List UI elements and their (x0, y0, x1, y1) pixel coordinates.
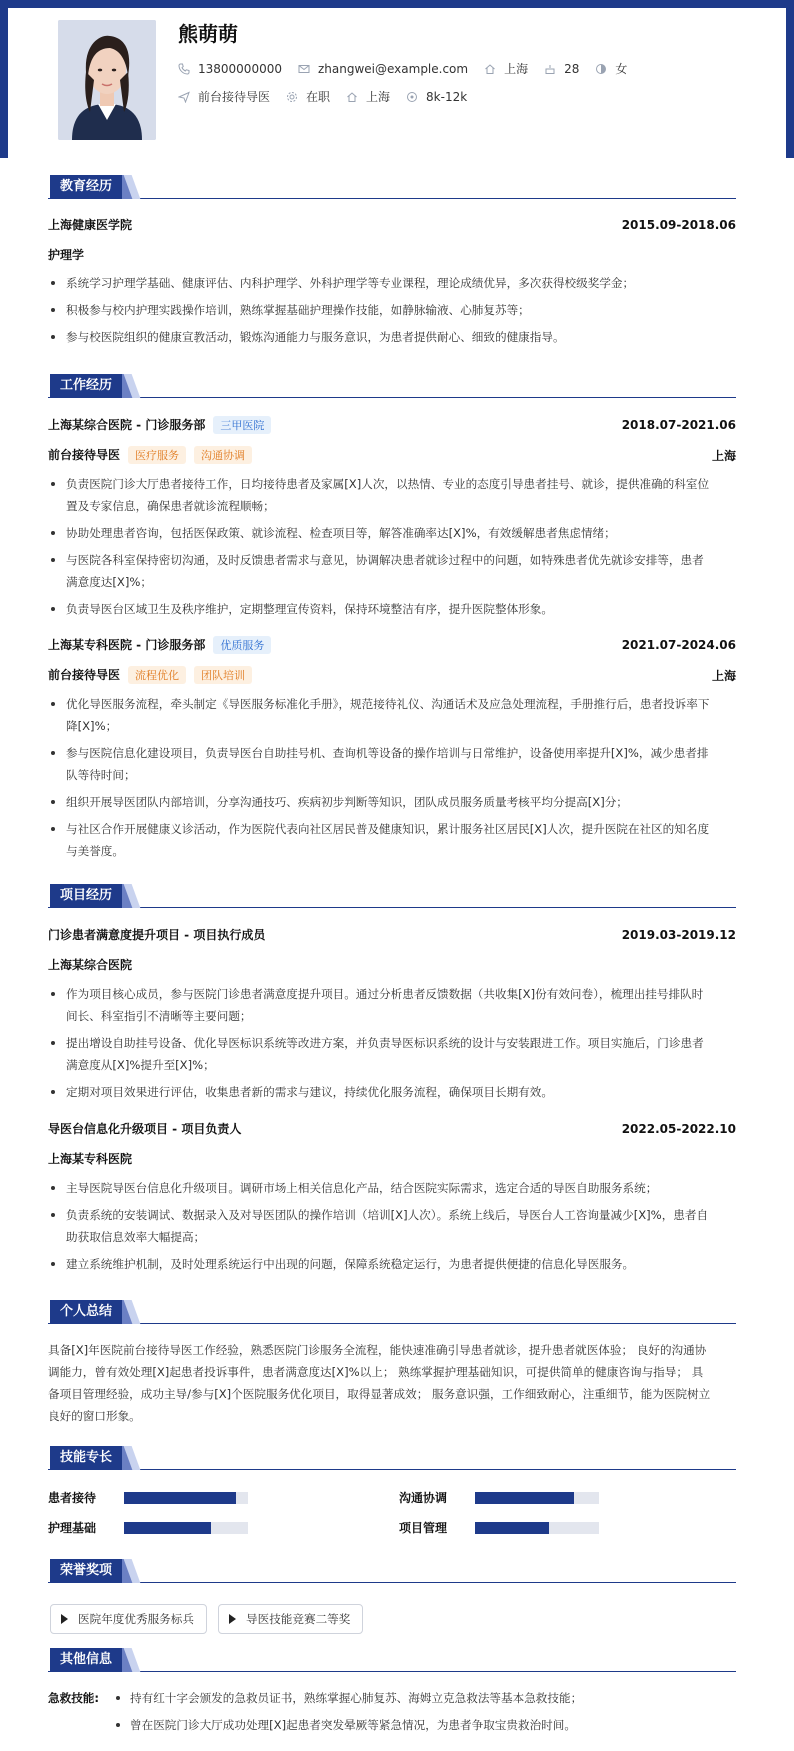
other-values (112, 1687, 582, 1741)
skill-bar-fill (475, 1522, 549, 1534)
other-section (48, 1648, 736, 1672)
section-heading: 教育经历 (50, 175, 122, 199)
skill-tag: 流程优化 (128, 666, 186, 684)
project-title: 门诊患者满意度提升项目 - 项目执行成员 (48, 928, 266, 942)
cake-icon (544, 63, 556, 75)
send-icon (178, 91, 190, 103)
phone-icon (178, 63, 190, 75)
project-org: 上海某专科医院 (48, 1152, 133, 1166)
skill-bar (124, 1492, 248, 1504)
list-item: 与医院各科室保持密切沟通，及时反馈患者需求与意见，协调解决患者就诊过程中的问题，如特殊患者优先就诊安排等，患者 满意度达[X]%； (48, 549, 736, 593)
list-item: 系统学习护理学基础、健康评估、内科护理学、外科护理学等专业课程，理论成绩优异，多次获得校级奖学金； (48, 272, 736, 294)
skill-bar-fill (475, 1492, 574, 1504)
list-item: 参与医院信息化建设项目，负责导医台自助挂号机、查询机等设备的操作培训与日常维护，设备使用率提升[X]%，减少患者排 队等待时间； (48, 742, 736, 786)
skill-tag: 沟通协调 (194, 446, 252, 464)
school-name: 上海健康医学院 (48, 218, 133, 232)
building-icon (346, 91, 358, 103)
list-item: 参与校医院组织的健康宣教活动，锻炼沟通能力与服务意识，为患者提供耐心、细致的健康指导。 (48, 326, 736, 348)
education-date: 2015.09-2018.06 (621, 217, 736, 232)
list-item: 持有红十字会颁发的急救员证书，熟练掌握心肺复苏、海姆立克急救法等基本急救技能； (112, 1687, 582, 1709)
section-title (48, 374, 736, 398)
skill-tag: 团队培训 (194, 666, 252, 684)
play-icon (229, 1614, 236, 1624)
other-key: 急救技能: (48, 1691, 100, 1705)
skill-item (48, 1489, 248, 1506)
skill-bar-fill (124, 1522, 211, 1534)
job-location: 上海 (711, 448, 736, 463)
education-bullets (48, 272, 736, 353)
skill-bar (475, 1522, 599, 1534)
skill-name: 沟通协调 (399, 1491, 448, 1505)
project-header (48, 1120, 736, 1137)
expected-city-value: 上海 (366, 90, 391, 104)
email-icon (298, 63, 310, 75)
section-heading: 其他信息 (50, 1648, 122, 1672)
gender-value: 女 (615, 62, 628, 76)
job-header (48, 636, 736, 654)
education-section (48, 175, 736, 344)
job-header (48, 416, 736, 434)
job-role-row (48, 446, 736, 464)
skill-item (399, 1489, 599, 1506)
coin-icon (406, 91, 418, 103)
list-item: 与社区合作开展健康义诊活动，作为医院代表向社区居民普及健康知识，累计服务社区居民[X]人次，提升医院在社区的知名度 与美誉度。 (48, 818, 736, 862)
education-header (48, 216, 736, 233)
candidate-name: 熊萌萌 (178, 22, 238, 46)
city-value: 上海 (504, 62, 529, 76)
major-name: 护理学 (48, 248, 85, 262)
job-date: 2018.07-2021.06 (621, 418, 736, 432)
email-value: zhangwei@example.com (317, 61, 469, 76)
section-heading: 项目经历 (50, 884, 122, 908)
summary-section (48, 1300, 736, 1423)
project-title: 导医台信息化升级项目 - 项目负责人 (48, 1122, 242, 1136)
section-title (48, 1648, 736, 1672)
gender-icon (595, 63, 607, 75)
job-bullets (48, 693, 736, 867)
job-role: 前台接待导医 (48, 448, 121, 462)
job-location: 上海 (711, 668, 736, 683)
list-item: 优化导医服务流程，牵头制定《导医服务标准化手册》，规范接待礼仪、沟通话术及应急处理流程，手册推行后，患者投诉率下 降[X]%； (48, 693, 736, 737)
play-icon (61, 1614, 68, 1624)
phone-value: 13800000000 (198, 61, 282, 76)
list-item: 提出增设自助挂号设备、优化导医标识系统等改进方案，并负责导医标识系统的设计与安装跟进工作。项目实施后，门诊患者 满意度从[X]%提升至[X]%； (48, 1032, 736, 1076)
profile-photo (58, 20, 156, 140)
project-bullets (48, 1177, 736, 1280)
list-item: 负责医院门诊大厅患者接待工作，日均接待患者及家属[X]人次，以热情、专业的态度引导患者挂号、就诊，提供准确的科室位 置及专家信息，确保患者就诊流程顺畅； (48, 473, 736, 517)
skill-bar-fill (124, 1492, 236, 1504)
skill-name: 项目管理 (399, 1521, 448, 1535)
status-value: 在职 (306, 90, 331, 104)
job-org: 上海某综合医院 - 门诊服务部 (48, 418, 206, 432)
age-value: 28 (564, 61, 580, 76)
project-header (48, 926, 736, 943)
skills-section (48, 1446, 736, 1470)
skill-bar (124, 1522, 248, 1534)
honors-section (48, 1559, 736, 1583)
list-item: 作为项目核心成员，参与医院门诊患者满意度提升项目。通过分析患者反馈数据（共收集[X]份有效问卷），梳理出挂号排队时 间长、科室指引不清晰等主要问题； (48, 983, 736, 1027)
section-heading: 荣誉奖项 (50, 1559, 122, 1583)
org-tag: 三甲医院 (213, 416, 271, 434)
job-date: 2021.07-2024.06 (621, 638, 736, 652)
honor-item: 导医技能竞赛二等奖 (218, 1604, 363, 1634)
work-section (48, 374, 736, 858)
skill-bar (475, 1492, 599, 1504)
section-heading: 技能专长 (50, 1446, 122, 1470)
section-title (48, 175, 736, 199)
resume-header (0, 0, 794, 158)
skill-name: 患者接待 (48, 1491, 97, 1505)
job-intent-row (178, 88, 483, 105)
section-heading: 个人总结 (50, 1300, 122, 1324)
project-section (48, 884, 736, 1271)
skill-name: 护理基础 (48, 1521, 97, 1535)
project-date: 2022.05-2022.10 (621, 1121, 736, 1136)
section-title (48, 1446, 736, 1470)
salary-value: 8k-12k (426, 89, 468, 104)
list-item: 建立系统维护机制，及时处理系统运行中出现的问题，保障系统稳定运行，为患者提供便捷的信息化导医服务。 (48, 1253, 736, 1275)
contact-row (178, 60, 643, 77)
org-tag: 优质服务 (213, 636, 271, 654)
project-org: 上海某综合医院 (48, 958, 133, 972)
section-title (48, 1300, 736, 1324)
position-value: 前台接待导医 (198, 90, 271, 104)
section-heading: 工作经历 (50, 374, 122, 398)
job-org: 上海某专科医院 - 门诊服务部 (48, 638, 206, 652)
job-role: 前台接待导医 (48, 668, 121, 682)
project-date: 2019.03-2019.12 (621, 927, 736, 942)
list-item: 协助处理患者咨询，包括医保政策、就诊流程、检查项目等，解答准确率达[X]%，有效缓解患者焦虑情绪； (48, 522, 736, 544)
project-bullets (48, 983, 736, 1108)
job-role-row (48, 666, 736, 684)
skill-item (48, 1519, 248, 1536)
section-title (48, 1559, 736, 1583)
list-item: 负责导医台区域卫生及秩序维护，定期整理宣传资料，保持环境整洁有序，提升医院整体形象。 (48, 598, 736, 620)
skill-item (399, 1519, 599, 1536)
list-item: 组织开展导医团队内部培训，分享沟通技巧、疾病初步判断等知识，团队成员服务质量考核平均分提高[X]分； (48, 791, 736, 813)
honor-item: 医院年度优秀服务标兵 (50, 1604, 207, 1634)
summary-text: 具备[X]年医院前台接待导医工作经验，熟悉医院门诊服务全流程，能快速准确引导患者就诊，提升患者就医体验； 良好的沟通协 调能力，曾有效处理[X]起患者投诉事件，患者满意度达[X]%以上； 熟练掌握护理基础知识，可提供简单的健康咨询与指导； 具 备项目管理经验，成功主导/参与[X]个医院服务优化项目，取得显著成效； 服务意识强，工作细致耐心，注重细节，能为医院树立 良好的窗口形象。 (48, 1343, 711, 1423)
home-icon (484, 63, 496, 75)
skill-tag: 医疗服务 (128, 446, 186, 464)
list-item: 积极参与校内护理实践操作培训，熟练掌握基础护理操作技能，如静脉输液、心肺复苏等； (48, 299, 736, 321)
gear-icon (286, 91, 298, 103)
list-item: 曾在医院门诊大厅成功处理[X]起患者突发晕厥等紧急情况，为患者争取宝贵救治时间。 (112, 1714, 582, 1736)
job-bullets (48, 473, 736, 625)
list-item: 定期对项目效果进行评估，收集患者新的需求与建议，持续优化服务流程，确保项目长期有效。 (48, 1081, 736, 1103)
list-item: 负责系统的安装调试、数据录入及对导医团队的操作培训（培训[X]人次）。系统上线后，导医台人工咨询量减少[X]%，患者自 助获取信息效率大幅提高； (48, 1204, 736, 1248)
section-title (48, 884, 736, 908)
list-item: 主导医院导医台信息化升级项目。调研市场上相关信息化产品，结合医院实际需求，选定合适的导医自助服务系统； (48, 1177, 736, 1199)
